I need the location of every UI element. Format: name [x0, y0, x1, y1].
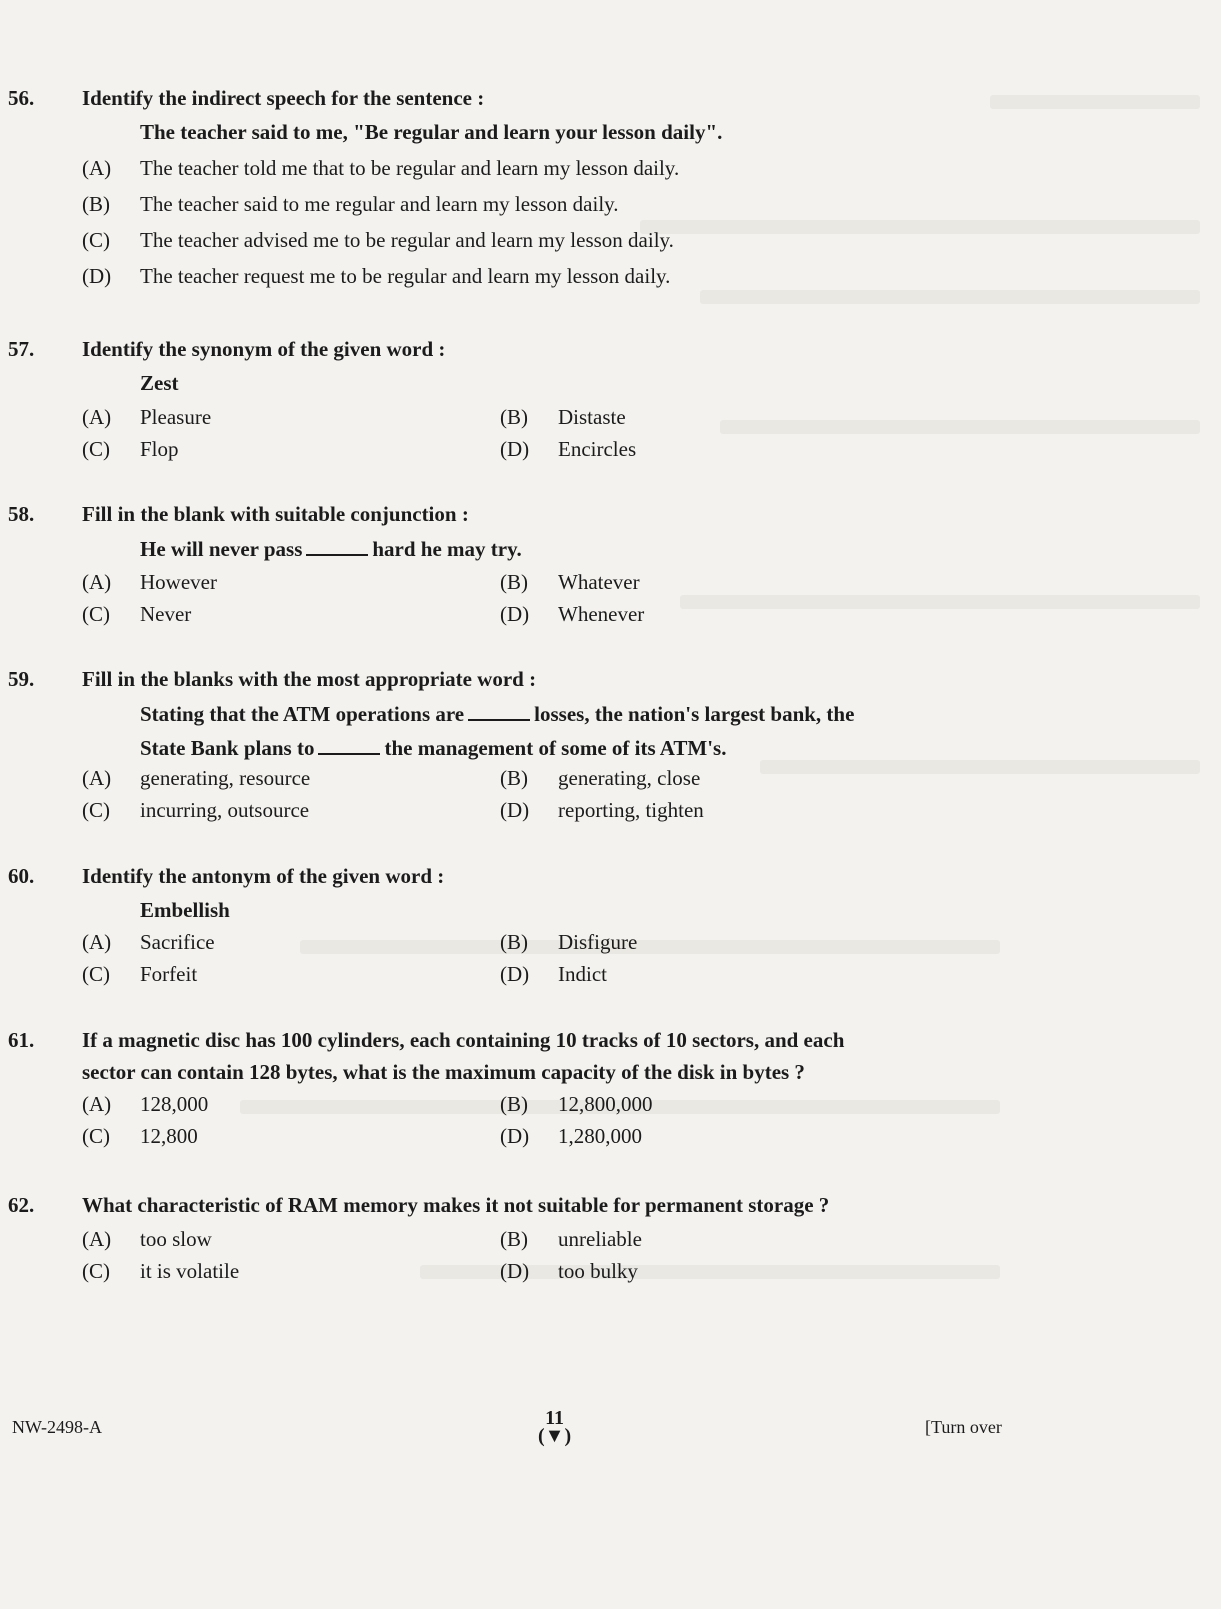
answer-blank [318, 735, 380, 755]
option-a: (A) 128,000 [82, 1092, 209, 1116]
question-text: Fill in the blank with suitable conjunction : [82, 502, 469, 526]
option-d: (D) reporting, tighten [500, 798, 704, 822]
option-d: (D) 1,280,000 [500, 1124, 642, 1148]
question-text-line-1: If a magnetic disc has 100 cylinders, each containing 10 tracks of 10 sectors, and each [82, 1028, 845, 1052]
answer-blank [306, 536, 368, 556]
option-b: (B) Distaste [500, 405, 626, 429]
option-b: (B) The teacher said to me regular and learn my lesson daily. [82, 192, 619, 216]
question-text: Identify the synonym of the given word : [82, 337, 446, 361]
answer-blank [468, 701, 530, 721]
bleed-through [990, 95, 1200, 109]
question-text: Fill in the blanks with the most appropriate word : [82, 667, 537, 691]
question-word: Zest [140, 371, 179, 395]
option-d: (D) Encircles [500, 437, 637, 461]
question-text-line-2: sector can contain 128 bytes, what is the maximum capacity of the disk in bytes ? [82, 1060, 805, 1084]
bleed-through [680, 595, 1200, 609]
option-a: (A) generating, resource [82, 766, 311, 790]
question-number: 59. [8, 667, 35, 691]
option-c: (C) Flop [82, 437, 179, 461]
question-text: Identify the indirect speech for the sentence : [82, 86, 485, 110]
bleed-through [720, 420, 1200, 434]
question-sentence: He will never pass hard he may try. [140, 537, 522, 561]
option-a: (A) The teacher told me that to be regular and learn my lesson daily. [82, 156, 680, 180]
question-text: What characteristic of RAM memory makes it not suitable for permanent storage ? [82, 1193, 830, 1217]
option-a: (A) Pleasure [82, 405, 212, 429]
question-word: Embellish [140, 898, 230, 922]
page-number-value: 11 [545, 1407, 565, 1429]
option-c: (C) incurring, outsource [82, 798, 310, 822]
option-d: (D) too bulky [500, 1259, 638, 1283]
option-b: (B) unreliable [500, 1227, 642, 1251]
bleed-through [760, 760, 1200, 774]
option-c: (C) 12,800 [82, 1124, 198, 1148]
option-a: (A) However [82, 570, 217, 594]
question-number: 58. [8, 502, 35, 526]
option-a: (A) Sacrifice [82, 930, 215, 954]
bleed-through [640, 220, 1200, 234]
question-sentence-line-1: Stating that the ATM operations are losses, the nation's largest bank, the [140, 702, 855, 726]
option-d: (D) Whenever [500, 602, 645, 626]
question-number: 57. [8, 337, 35, 361]
option-c: (C) Forfeit [82, 962, 198, 986]
page-marker: (▼) [538, 1425, 572, 1447]
option-d: (D) The teacher request me to be regular and learn my lesson daily. [82, 264, 671, 288]
question-number: 61. [8, 1028, 35, 1052]
turn-over-note: [Turn over [925, 1417, 1002, 1437]
option-b: (B) 12,800,000 [500, 1092, 653, 1116]
question-text: Identify the antonym of the given word : [82, 864, 445, 888]
question-sentence: The teacher said to me, "Be regular and learn your lesson daily". [140, 120, 723, 144]
question-number: 56. [8, 86, 35, 110]
page-number [538, 1409, 571, 1445]
bleed-through [300, 940, 1000, 954]
option-a: (A) too slow [82, 1227, 212, 1251]
question-sentence-line-2: State Bank plans to the management of some of its ATM's. [140, 736, 727, 760]
option-b: (B) Whatever [500, 570, 640, 594]
option-c: (C) it is volatile [82, 1259, 240, 1283]
question-number: 60. [8, 864, 35, 888]
paper-code: NW-2498-A [12, 1417, 102, 1437]
option-b: (B) generating, close [500, 766, 701, 790]
option-c: (C) Never [82, 602, 192, 626]
option-c: (C) The teacher advised me to be regular and learn my lesson daily. [82, 228, 674, 252]
option-b: (B) Disfigure [500, 930, 638, 954]
question-number: 62. [8, 1193, 35, 1217]
option-d: (D) Indict [500, 962, 607, 986]
bleed-through [700, 290, 1200, 304]
